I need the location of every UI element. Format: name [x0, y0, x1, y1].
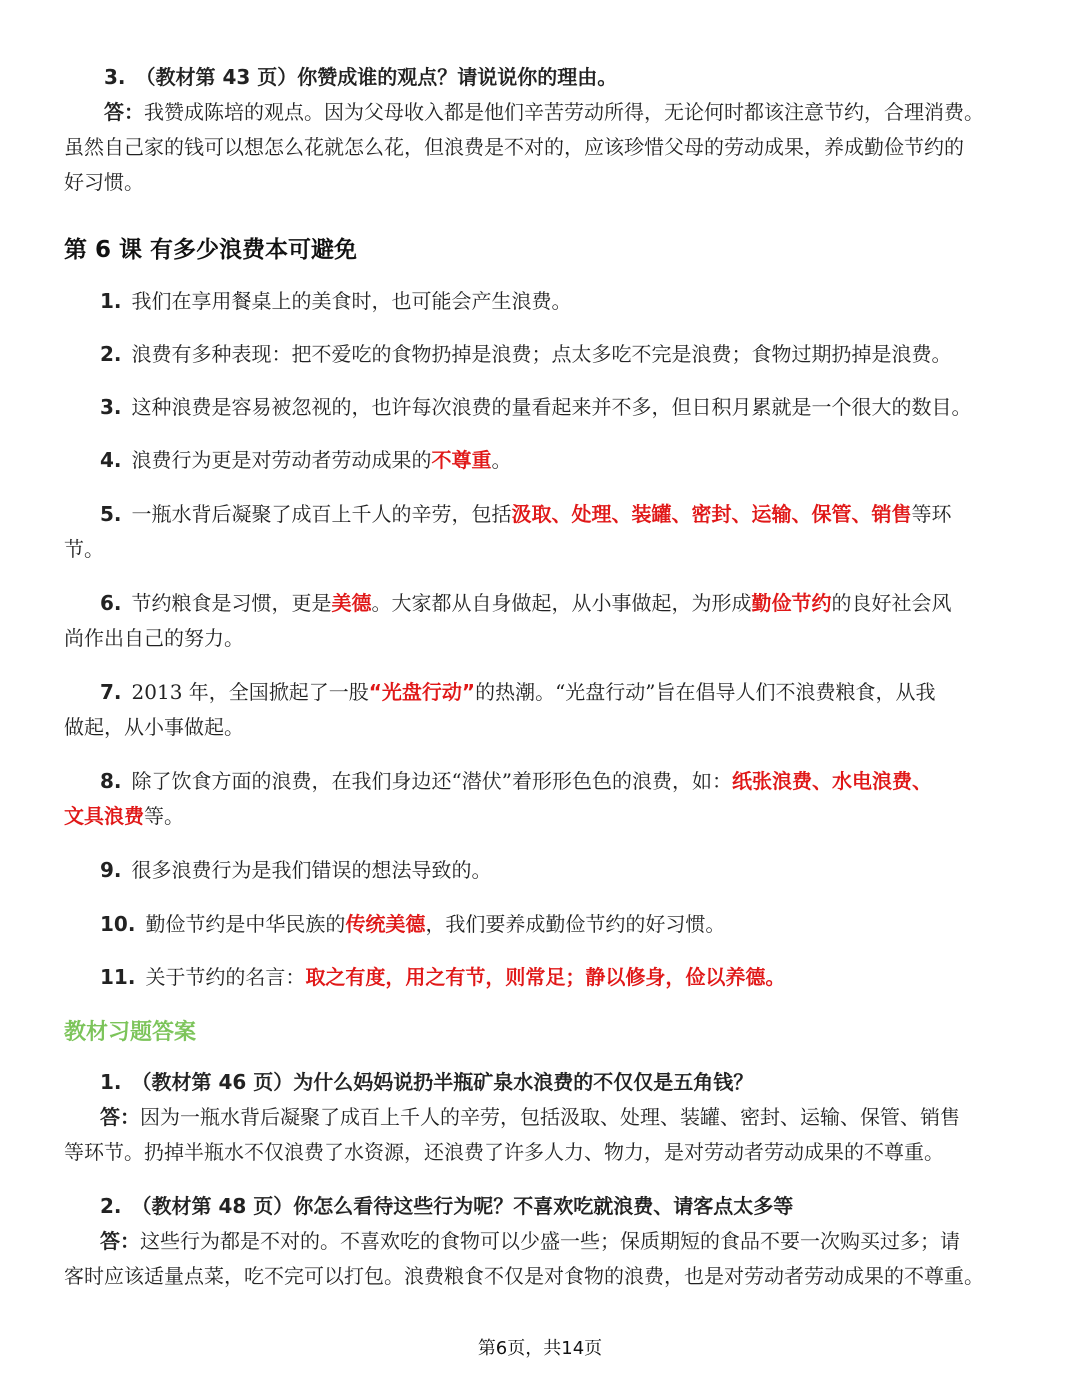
- top-question-number: 3.: [104, 65, 126, 89]
- point-3: [64, 390, 972, 425]
- top-question-block: [64, 60, 984, 200]
- point-text-end: 的热潮。“光盘行动”旨在倡导人们不浪费粮食，从我: [475, 680, 936, 704]
- point-number: 9.: [100, 858, 122, 882]
- point-number: 4.: [100, 448, 122, 472]
- point-text: 这种浪费是容易被忽视的，也许每次浪费的量看起来并不多，但日积月累就是一个很大的数目。: [131, 395, 972, 419]
- point-text: 浪费行为更是对劳动者劳动成果的: [131, 448, 432, 472]
- point-highlight: 汲取、处理、装罐、密封、运输、保管、销售: [511, 502, 912, 526]
- exercise-question: （教材第 46 页）为什么妈妈说扔半瓶矿泉水浪费的不仅仅是五角钱？: [131, 1070, 754, 1094]
- exercise-answer-text-2: 等环节。扔掉半瓶水不仅浪费了水资源，还浪费了许多人力、物力，是对劳动者劳动成果的不尊重。: [64, 1140, 944, 1164]
- top-question-line: [64, 60, 984, 95]
- top-answer-line-2: 虽然自己家的钱可以想怎么花就怎么花，但浪费是不对的，应该珍惜父母的劳动成果，养成勤俭节约的: [64, 135, 964, 159]
- point-text: 勤俭节约是中华民族的: [145, 912, 346, 936]
- exercise-answer-text-1: 这些行为都是不对的。不喜欢吃的食物可以少盛一些；保质期短的食品不要一次购买过多；请: [140, 1229, 960, 1253]
- point-9: [64, 853, 492, 888]
- top-answer-text-1: 我赞成陈培的观点。因为父母收入都是他们辛苦劳动所得，无论何时都该注意节约，合理消费。: [144, 100, 984, 124]
- top-answer-line-3: 好习惯。: [64, 170, 144, 194]
- point-text-end: ，我们要养成勤俭节约的好习惯。: [425, 912, 726, 936]
- point-text-end: 。: [491, 448, 512, 472]
- point-10: [64, 907, 725, 942]
- exercise-2: [64, 1189, 984, 1294]
- page-footer: 第6页，共14页: [477, 1338, 603, 1359]
- point-text: 浪费有多种表现：把不爱吃的食物扔掉是浪费；点太多吃不完是浪费；食物过期扔掉是浪费。: [131, 342, 952, 366]
- exercise-answer-label: 答：: [100, 1105, 140, 1129]
- top-answer-line-1: [64, 95, 984, 130]
- point-highlight-2: 文具浪费: [64, 804, 144, 828]
- point-text: 2013 年，全国掀起了一股: [131, 680, 369, 704]
- exercise-section-title: 教材习题答案: [64, 1020, 197, 1045]
- exercise-number: 2.: [100, 1194, 122, 1218]
- point-highlight: 取之有度，用之有节，则常足；静以修身，俭以养德。: [305, 965, 786, 989]
- point-highlight: “光盘行动”: [368, 680, 476, 704]
- point-highlight: 传统美德: [345, 912, 426, 936]
- top-question-text: （教材第 43 页）你赞成谁的观点？请说说你的理由。: [135, 65, 618, 89]
- point-5: [64, 497, 952, 567]
- point-text-line-2: [64, 799, 932, 834]
- point-highlight: 纸张浪费、水电浪费、: [731, 769, 932, 793]
- exercise-number: 1.: [100, 1070, 122, 1094]
- point-11: [64, 960, 785, 995]
- point-text: 我们在享用餐桌上的美食时，也可能会产生浪费。: [131, 289, 572, 313]
- exercise-answer-label: 答：: [100, 1229, 140, 1253]
- point-number: 6.: [100, 591, 122, 615]
- top-answer-label: 答：: [104, 100, 144, 124]
- point-text-line-2: 做起，从小事做起。: [64, 715, 244, 739]
- point-number: 1.: [100, 289, 122, 313]
- exercise-answer-text-2: 客时应该适量点菜，吃不完可以打包。浪费粮食不仅是对食物的浪费，也是对劳动者劳动成果的不尊重。: [64, 1264, 984, 1288]
- point-text: 很多浪费行为是我们错误的想法导致的。: [131, 858, 492, 882]
- point-text: 除了饮食方面的浪费，在我们身边还“潜伏”着形形色色的浪费，如：: [131, 769, 732, 793]
- point-1: [64, 284, 572, 319]
- point-text-line-2: 节。: [64, 537, 104, 561]
- point-highlight: 不尊重: [431, 448, 492, 472]
- exercise-answer-text-1: 因为一瓶水背后凝聚了成百上千人的辛劳，包括汲取、处理、装罐、密封、运输、保管、销售: [140, 1105, 960, 1129]
- point-4: [64, 443, 512, 478]
- point-text: 一瓶水背后凝聚了成百上千人的辛劳，包括: [131, 502, 512, 526]
- point-6: [64, 586, 952, 656]
- point-number: 7.: [100, 680, 122, 704]
- point-8: [64, 764, 932, 834]
- point-highlight: 美德: [331, 591, 372, 615]
- point-text-end: 的良好社会风: [831, 591, 952, 615]
- lesson-title: 第 6 课 有多少浪费本可避免: [64, 237, 358, 263]
- point-number: 5.: [100, 502, 122, 526]
- point-number: 10.: [100, 912, 136, 936]
- point-number: 3.: [100, 395, 122, 419]
- point-number: 8.: [100, 769, 122, 793]
- point-text-mid: 。大家都从自身做起，从小事做起，为形成: [371, 591, 752, 615]
- point-2: [64, 337, 952, 372]
- point-text: 关于节约的名言：: [145, 965, 306, 989]
- point-number: 2.: [100, 342, 122, 366]
- point-7: [64, 675, 936, 745]
- exercise-1: [64, 1065, 960, 1170]
- point-highlight-2: 勤俭节约: [751, 591, 832, 615]
- point-text-end: 等。: [144, 804, 184, 828]
- point-number: 11.: [100, 965, 136, 989]
- point-text-end: 等环: [911, 502, 952, 526]
- point-text-line-2: 尚作出自己的努力。: [64, 626, 244, 650]
- exercise-question: （教材第 48 页）你怎么看待这些行为呢？不喜欢吃就浪费、请客点太多等: [131, 1194, 794, 1218]
- point-text: 节约粮食是习惯，更是: [131, 591, 332, 615]
